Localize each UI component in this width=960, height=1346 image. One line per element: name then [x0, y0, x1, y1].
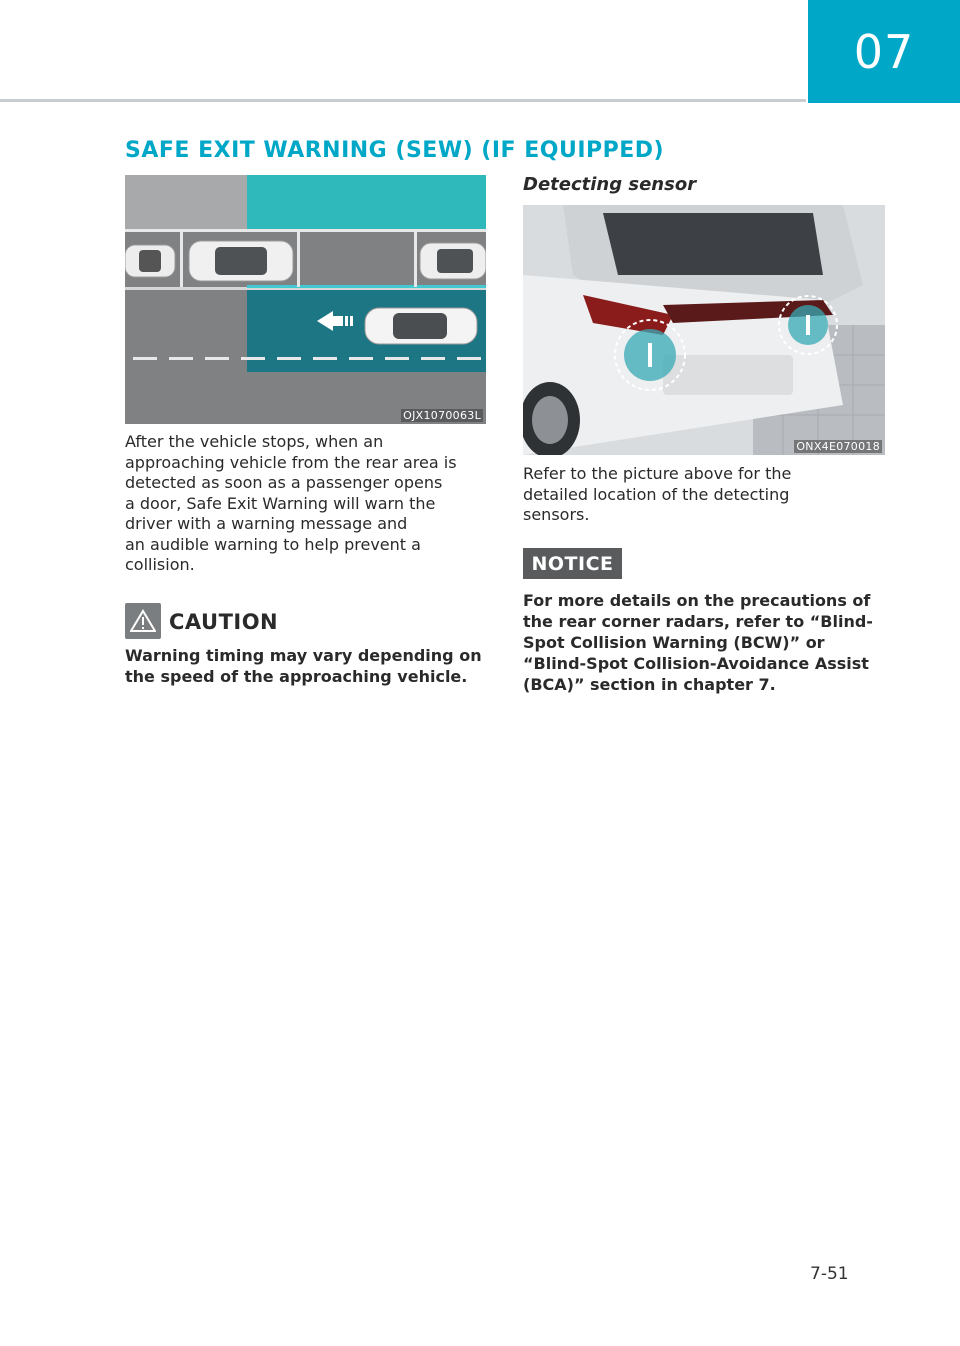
approaching-car [365, 308, 477, 344]
section-title: SAFE EXIT WARNING (SEW) (IF EQUIPPED) [125, 138, 665, 163]
sew-description [125, 432, 495, 576]
text-line: an audible warning to help prevent a [125, 534, 421, 554]
caution-text [125, 645, 495, 687]
caution-title: CAUTION [169, 610, 279, 634]
chapter-tab: 07 [808, 0, 960, 103]
notice-badge: NOTICE [523, 548, 622, 579]
text-line: the rear corner radars, refer to “Blind- [523, 612, 873, 631]
page-number: 7-51 [810, 1264, 849, 1284]
text-line: “Blind-Spot Collision-Avoidance Assist [523, 654, 869, 673]
text-line: Warning timing may vary depending on [125, 646, 482, 665]
text-line: After the vehicle stops, when an [125, 432, 384, 451]
figure-code: ONX4E070018 [796, 440, 880, 453]
notice-text [523, 590, 923, 695]
parked-car-left [125, 245, 175, 277]
text-line: sensors. [523, 505, 590, 524]
text-line: (BCA)” section in chapter 7. [523, 675, 776, 694]
parked-car-center [189, 241, 293, 281]
warning-triangle-icon [125, 603, 161, 639]
text-line: a door, Safe Exit Warning will warn the [125, 493, 436, 513]
text-line: For more details on the precautions of [523, 591, 871, 610]
text-line: approaching vehicle from the rear area is [125, 452, 457, 472]
text-line: driver with a warning message and [125, 514, 408, 533]
parked-car-right [420, 243, 486, 279]
sensor-description [523, 464, 893, 526]
header-rule [0, 99, 806, 102]
text-line: Spot Collision Warning (BCW)” or [523, 633, 825, 652]
detecting-sensor-heading: Detecting sensor [523, 174, 697, 195]
text-line: detected as soon as a passenger opens [125, 473, 443, 492]
figure-code: OJX1070063L [403, 409, 481, 422]
text-line: collision. [125, 555, 195, 574]
text-line: the speed of the approaching vehicle. [125, 667, 468, 686]
text-line: Refer to the picture above for the [523, 464, 792, 483]
rear-sensor-illustration [523, 205, 885, 455]
text-line: detailed location of the detecting [523, 484, 790, 504]
parking-scene [125, 175, 486, 424]
vehicle-rear-scene [523, 205, 885, 455]
sew-parking-illustration [125, 175, 486, 424]
